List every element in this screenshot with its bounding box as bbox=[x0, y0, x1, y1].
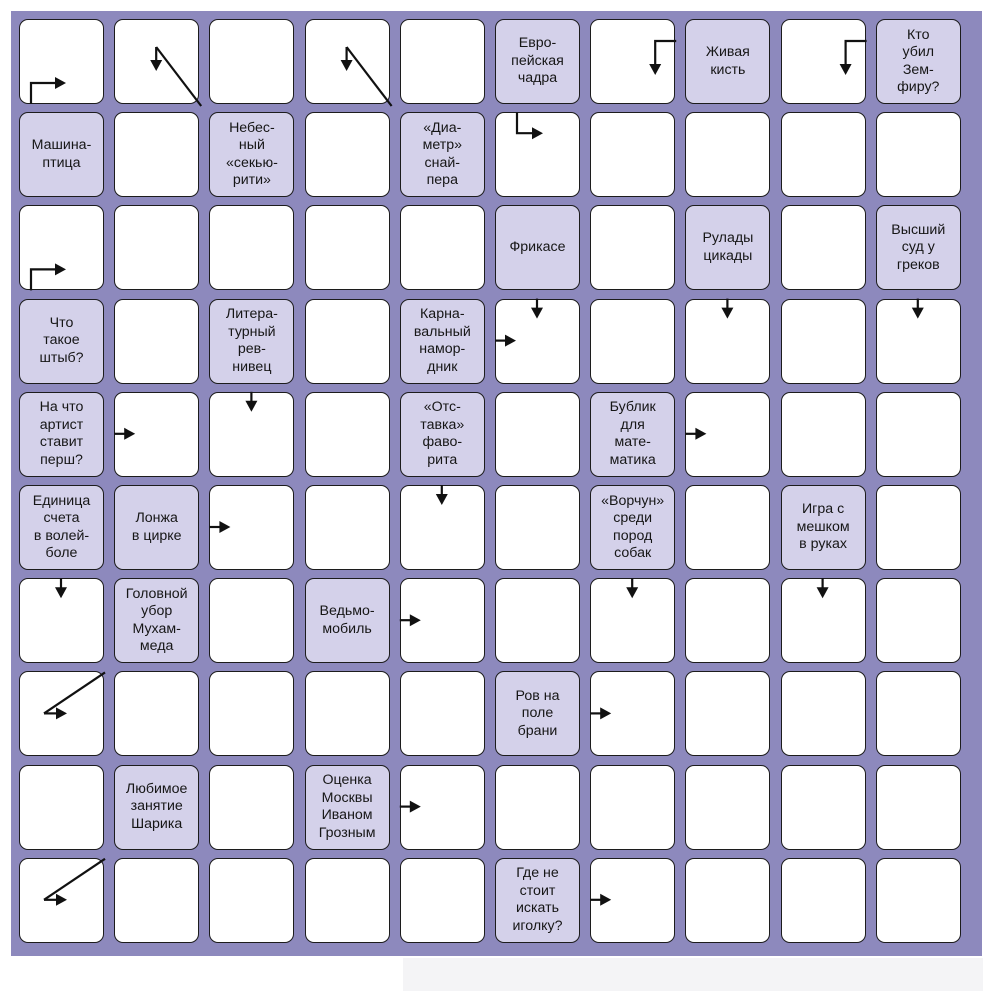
clue-cell: Что такое штыб? bbox=[19, 299, 104, 384]
answer-cell[interactable] bbox=[495, 112, 580, 197]
answer-cell[interactable] bbox=[781, 299, 866, 384]
answer-cell[interactable] bbox=[19, 19, 104, 104]
answer-cell[interactable] bbox=[876, 858, 961, 943]
answer-cell[interactable] bbox=[495, 578, 580, 663]
answer-cell[interactable] bbox=[400, 671, 485, 756]
answer-cell[interactable] bbox=[114, 19, 199, 104]
answer-cell[interactable] bbox=[19, 671, 104, 756]
answer-cell[interactable] bbox=[781, 205, 866, 290]
clue-cell: Любимое занятие Шарика bbox=[114, 765, 199, 850]
clue-cell: Литера- турный рев- нивец bbox=[209, 299, 294, 384]
answer-cell[interactable] bbox=[876, 578, 961, 663]
answer-cell[interactable] bbox=[495, 485, 580, 570]
answer-cell[interactable] bbox=[685, 112, 770, 197]
answer-cell[interactable] bbox=[685, 765, 770, 850]
clue-cell: Ров на поле брани bbox=[495, 671, 580, 756]
answer-cell[interactable] bbox=[495, 765, 580, 850]
answer-cell[interactable] bbox=[209, 858, 294, 943]
answer-cell[interactable] bbox=[781, 671, 866, 756]
answer-cell[interactable] bbox=[781, 765, 866, 850]
answer-cell[interactable] bbox=[209, 392, 294, 477]
answer-cell[interactable] bbox=[114, 671, 199, 756]
answer-cell[interactable] bbox=[400, 765, 485, 850]
answer-cell[interactable] bbox=[209, 205, 294, 290]
answer-cell[interactable] bbox=[400, 205, 485, 290]
answer-cell[interactable] bbox=[400, 485, 485, 570]
answer-cell[interactable] bbox=[19, 205, 104, 290]
answer-cell[interactable] bbox=[305, 299, 390, 384]
answer-cell[interactable] bbox=[685, 671, 770, 756]
answer-cell[interactable] bbox=[685, 858, 770, 943]
clue-cell: Кто убил Зем- фиру? bbox=[876, 19, 961, 104]
answer-cell[interactable] bbox=[400, 578, 485, 663]
clue-cell: Где не стоит искать иголку? bbox=[495, 858, 580, 943]
answer-cell[interactable] bbox=[876, 485, 961, 570]
answer-cell[interactable] bbox=[305, 112, 390, 197]
clue-cell: Бублик для мате- матика bbox=[590, 392, 675, 477]
clue-cell: На что артист ставит перш? bbox=[19, 392, 104, 477]
answer-cell[interactable] bbox=[19, 578, 104, 663]
answer-cell[interactable] bbox=[876, 299, 961, 384]
answer-cell[interactable] bbox=[495, 392, 580, 477]
answer-cell[interactable] bbox=[114, 858, 199, 943]
answer-cell[interactable] bbox=[495, 299, 580, 384]
clue-cell: Фрикасе bbox=[495, 205, 580, 290]
answer-cell[interactable] bbox=[876, 392, 961, 477]
clue-cell: «Отс- тавка» фаво- рита bbox=[400, 392, 485, 477]
answer-cell[interactable] bbox=[209, 19, 294, 104]
clue-cell: Евро- пейская чадра bbox=[495, 19, 580, 104]
footer-strip bbox=[403, 958, 983, 991]
answer-cell[interactable] bbox=[685, 485, 770, 570]
answer-cell[interactable] bbox=[781, 392, 866, 477]
answer-cell[interactable] bbox=[114, 392, 199, 477]
answer-cell[interactable] bbox=[590, 858, 675, 943]
answer-cell[interactable] bbox=[400, 19, 485, 104]
answer-cell[interactable] bbox=[590, 578, 675, 663]
answer-cell[interactable] bbox=[590, 299, 675, 384]
clue-cell: Игра с мешком в руках bbox=[781, 485, 866, 570]
clue-cell: «Диа- метр» снай- пера bbox=[400, 112, 485, 197]
clue-cell: Небес- ный «секью- рити» bbox=[209, 112, 294, 197]
clue-cell: Головной убор Мухам- меда bbox=[114, 578, 199, 663]
crossword-board bbox=[11, 11, 982, 956]
answer-cell[interactable] bbox=[876, 765, 961, 850]
answer-cell[interactable] bbox=[685, 392, 770, 477]
answer-cell[interactable] bbox=[590, 765, 675, 850]
answer-cell[interactable] bbox=[400, 858, 485, 943]
answer-cell[interactable] bbox=[685, 578, 770, 663]
answer-cell[interactable] bbox=[114, 299, 199, 384]
clue-cell: Оценка Москвы Иваном Грозным bbox=[305, 765, 390, 850]
answer-cell[interactable] bbox=[19, 858, 104, 943]
answer-cell[interactable] bbox=[305, 858, 390, 943]
answer-cell[interactable] bbox=[305, 671, 390, 756]
answer-cell[interactable] bbox=[590, 205, 675, 290]
clue-cell: Ведьмо- мобиль bbox=[305, 578, 390, 663]
answer-cell[interactable] bbox=[590, 671, 675, 756]
answer-cell[interactable] bbox=[876, 112, 961, 197]
answer-cell[interactable] bbox=[209, 765, 294, 850]
answer-cell[interactable] bbox=[114, 205, 199, 290]
clue-cell: Живая кисть bbox=[685, 19, 770, 104]
clue-cell: Карна- вальный намор- дник bbox=[400, 299, 485, 384]
clue-cell: Единица счета в волей- боле bbox=[19, 485, 104, 570]
answer-cell[interactable] bbox=[781, 858, 866, 943]
answer-cell[interactable] bbox=[781, 578, 866, 663]
answer-cell[interactable] bbox=[209, 485, 294, 570]
answer-cell[interactable] bbox=[305, 485, 390, 570]
answer-cell[interactable] bbox=[209, 671, 294, 756]
clue-cell: «Ворчун» среди пород собак bbox=[590, 485, 675, 570]
answer-cell[interactable] bbox=[209, 578, 294, 663]
answer-cell[interactable] bbox=[781, 112, 866, 197]
answer-cell[interactable] bbox=[19, 765, 104, 850]
clue-cell: Высший суд у греков bbox=[876, 205, 961, 290]
answer-cell[interactable] bbox=[305, 19, 390, 104]
answer-cell[interactable] bbox=[685, 299, 770, 384]
answer-cell[interactable] bbox=[305, 392, 390, 477]
answer-cell[interactable] bbox=[590, 112, 675, 197]
clue-cell: Лонжа в цирке bbox=[114, 485, 199, 570]
answer-cell[interactable] bbox=[305, 205, 390, 290]
answer-cell[interactable] bbox=[590, 19, 675, 104]
clue-cell: Рулады цикады bbox=[685, 205, 770, 290]
answer-cell[interactable] bbox=[114, 112, 199, 197]
answer-cell[interactable] bbox=[781, 19, 866, 104]
clue-cell: Машина- птица bbox=[19, 112, 104, 197]
answer-cell[interactable] bbox=[876, 671, 961, 756]
